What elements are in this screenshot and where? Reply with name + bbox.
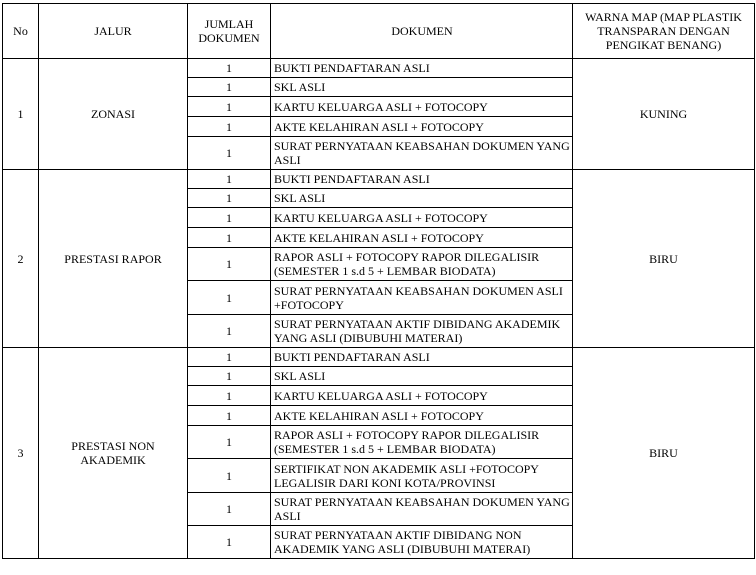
map-color: BIRU xyxy=(573,348,755,559)
jalur-name: PRESTASI RAPOR xyxy=(39,170,188,348)
table-row xyxy=(3,170,755,189)
document-count: 1 xyxy=(188,189,271,208)
table-row xyxy=(3,59,755,78)
row-number: 2 xyxy=(3,170,39,348)
document-name: BUKTI PENDAFTARAN ASLI xyxy=(271,348,573,367)
document-name: RAPOR ASLI + FOTOCOPY RAPOR DILEGALISIR (SEMESTER 1 s.d 5 + LEMBAR BIODATA) xyxy=(271,248,573,281)
document-name: SKL ASLI xyxy=(271,78,573,97)
document-count: 1 xyxy=(188,386,271,406)
document-name: KARTU KELUARGA ASLI + FOTOCOPY xyxy=(271,97,573,117)
header-no: No xyxy=(3,4,39,59)
header-dokumen: DOKUMEN xyxy=(271,4,573,59)
table-body xyxy=(3,59,755,559)
document-count: 1 xyxy=(188,97,271,117)
document-name: SURAT PERNYATAAN AKTIF DIBIDANG NON AKADEMIK YANG ASLI (DIBUBUHI MATERAI) xyxy=(271,526,573,559)
document-name: BUKTI PENDAFTARAN ASLI xyxy=(271,170,573,189)
document-name: KARTU KELUARGA ASLI + FOTOCOPY xyxy=(271,386,573,406)
document-count: 1 xyxy=(188,208,271,228)
table-header-row xyxy=(3,4,755,59)
document-count: 1 xyxy=(188,281,271,315)
document-name: RAPOR ASLI + FOTOCOPY RAPOR DILEGALISIR (SEMESTER 1 s.d 5 + LEMBAR BIODATA) xyxy=(271,426,573,459)
document-count: 1 xyxy=(188,315,271,348)
header-warna-map: WARNA MAP (MAP PLASTIK TRANSPARAN DENGAN PENGIKAT BENANG) xyxy=(573,4,755,59)
document-count: 1 xyxy=(188,406,271,426)
document-name: SURAT PERNYATAAN KEABSAHAN DOKUMEN YANG ASLI xyxy=(271,493,573,526)
document-count: 1 xyxy=(188,459,271,493)
document-count: 1 xyxy=(188,78,271,97)
document-count: 1 xyxy=(188,117,271,137)
document-name: SURAT PERNYATAAN KEABSAHAN DOKUMEN YANG ASLI xyxy=(271,137,573,170)
document-count: 1 xyxy=(188,228,271,248)
document-name: AKTE KELAHIRAN ASLI + FOTOCOPY xyxy=(271,228,573,248)
document-requirements-table xyxy=(2,3,755,559)
document-name: SERTIFIKAT NON AKADEMIK ASLI +FOTOCOPY LEGALISIR DARI KONI KOTA/PROVINSI xyxy=(271,459,573,493)
document-count: 1 xyxy=(188,367,271,386)
map-color: BIRU xyxy=(573,170,755,348)
header-jumlah-dokumen: JUMLAH DOKUMEN xyxy=(188,4,271,59)
document-count: 1 xyxy=(188,248,271,281)
map-color: KUNING xyxy=(573,59,755,170)
document-name: SURAT PERNYATAAN AKTIF DIBIDANG AKADEMIK YANG ASLI (DIBUBUHI MATERAI) xyxy=(271,315,573,348)
table-row xyxy=(3,348,755,367)
document-count: 1 xyxy=(188,170,271,189)
document-count: 1 xyxy=(188,59,271,78)
document-name: AKTE KELAHIRAN ASLI + FOTOCOPY xyxy=(271,406,573,426)
document-count: 1 xyxy=(188,526,271,559)
document-count: 1 xyxy=(188,493,271,526)
jalur-name: ZONASI xyxy=(39,59,188,170)
document-name: AKTE KELAHIRAN ASLI + FOTOCOPY xyxy=(271,117,573,137)
document-name: SKL ASLI xyxy=(271,367,573,386)
document-name: SKL ASLI xyxy=(271,189,573,208)
row-number: 3 xyxy=(3,348,39,559)
jalur-name: PRESTASI NON AKADEMIK xyxy=(39,348,188,559)
document-count: 1 xyxy=(188,348,271,367)
document-name: SURAT PERNYATAAN KEABSAHAN DOKUMEN ASLI +FOTOCOPY xyxy=(271,281,573,315)
document-name: BUKTI PENDAFTARAN ASLI xyxy=(271,59,573,78)
row-number: 1 xyxy=(3,59,39,170)
document-count: 1 xyxy=(188,426,271,459)
document-name: KARTU KELUARGA ASLI + FOTOCOPY xyxy=(271,208,573,228)
document-count: 1 xyxy=(188,137,271,170)
header-jalur: JALUR xyxy=(39,4,188,59)
